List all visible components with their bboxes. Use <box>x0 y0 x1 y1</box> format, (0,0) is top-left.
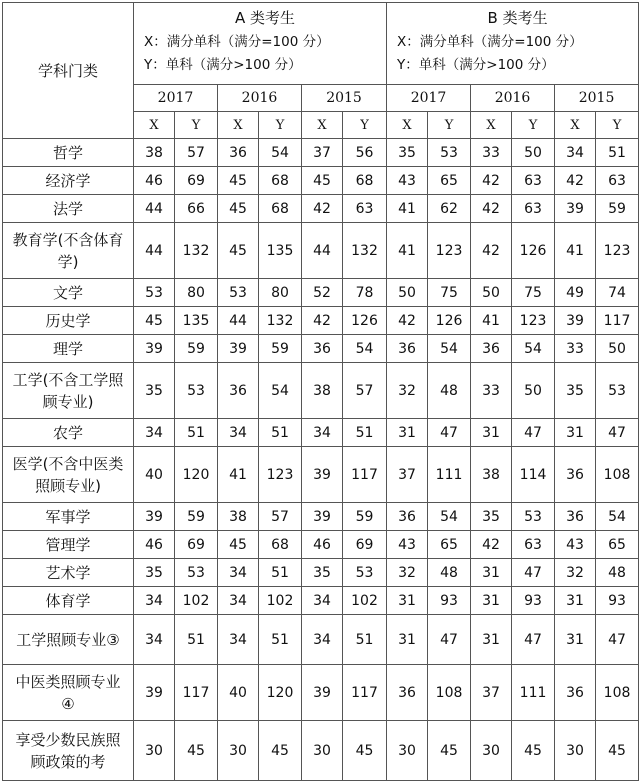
x-score-cell: 46 <box>134 167 175 195</box>
subject-cell: 工学(不含工学照顾专业) <box>3 363 134 419</box>
y-score-cell: 126 <box>512 223 555 279</box>
subject-cell: 农学 <box>3 419 134 447</box>
y-score-cell: 135 <box>175 307 218 335</box>
y-score-cell: 108 <box>596 447 639 503</box>
y-score-cell: 53 <box>175 363 218 419</box>
x-score-cell: 53 <box>218 279 259 307</box>
subject-cell: 经济学 <box>3 167 134 195</box>
y-score-cell: 59 <box>175 335 218 363</box>
y-score-cell: 51 <box>343 615 387 665</box>
x-score-cell: 37 <box>387 447 428 503</box>
y-score-cell: 54 <box>259 139 302 167</box>
y-score-cell: 47 <box>512 615 555 665</box>
subject-cell: 艺术学 <box>3 559 134 587</box>
subject-column-header: 学科门类 <box>3 3 134 139</box>
subject-cell: 教育学(不含体育学) <box>3 223 134 279</box>
y-score-cell: 45 <box>175 721 218 781</box>
x-score-cell: 45 <box>302 167 343 195</box>
year-header: 2015 <box>302 85 387 112</box>
subject-cell: 法学 <box>3 195 134 223</box>
x-score-cell: 34 <box>218 419 259 447</box>
x-score-cell: 39 <box>134 665 175 721</box>
x-score-cell: 31 <box>387 587 428 615</box>
subject-cell: 体育学 <box>3 587 134 615</box>
y-score-cell: 47 <box>596 419 639 447</box>
x-score-cell: 30 <box>555 721 596 781</box>
y-column-header: Y <box>512 112 555 139</box>
x-score-cell: 42 <box>387 307 428 335</box>
table-row <box>3 615 639 665</box>
group-a-title: A 类考生 <box>235 9 296 27</box>
y-score-cell: 123 <box>512 307 555 335</box>
table-body <box>3 139 639 781</box>
subject-cell: 军事学 <box>3 503 134 531</box>
x-score-cell: 32 <box>555 559 596 587</box>
y-score-cell: 50 <box>512 139 555 167</box>
subject-cell: 享受少数民族照顾政策的考 <box>3 721 134 781</box>
x-score-cell: 45 <box>218 531 259 559</box>
y-score-cell: 53 <box>343 559 387 587</box>
x-score-cell: 39 <box>555 195 596 223</box>
x-column-header: X <box>302 112 343 139</box>
x-score-cell: 35 <box>555 363 596 419</box>
x-score-cell: 46 <box>134 531 175 559</box>
x-score-cell: 41 <box>555 223 596 279</box>
y-score-cell: 126 <box>428 307 471 335</box>
x-score-cell: 36 <box>555 447 596 503</box>
y-score-cell: 54 <box>428 335 471 363</box>
x-score-cell: 35 <box>471 503 512 531</box>
y-score-cell: 57 <box>343 363 387 419</box>
table-row <box>3 559 639 587</box>
x-score-cell: 41 <box>387 223 428 279</box>
y-score-cell: 54 <box>343 335 387 363</box>
x-score-cell: 34 <box>134 419 175 447</box>
x-column-header: X <box>471 112 512 139</box>
y-score-cell: 47 <box>512 559 555 587</box>
year-header: 2016 <box>218 85 302 112</box>
y-score-cell: 59 <box>175 503 218 531</box>
x-score-cell: 34 <box>302 587 343 615</box>
y-score-cell: 132 <box>343 223 387 279</box>
x-score-cell: 30 <box>387 721 428 781</box>
x-score-cell: 40 <box>218 665 259 721</box>
x-column-header: X <box>555 112 596 139</box>
x-column-header: X <box>387 112 428 139</box>
y-score-cell: 65 <box>596 531 639 559</box>
y-score-cell: 66 <box>175 195 218 223</box>
y-score-cell: 108 <box>596 665 639 721</box>
x-score-cell: 39 <box>302 447 343 503</box>
y-score-cell: 117 <box>343 665 387 721</box>
y-score-cell: 102 <box>343 587 387 615</box>
y-score-cell: 69 <box>175 167 218 195</box>
table-row <box>3 167 639 195</box>
year-header: 2017 <box>134 85 218 112</box>
x-score-cell: 36 <box>387 503 428 531</box>
y-column-header: Y <box>343 112 387 139</box>
y-score-cell: 45 <box>259 721 302 781</box>
group-b-y-desc: Y：单科（满分>100 分） <box>397 57 555 73</box>
y-score-cell: 51 <box>596 139 639 167</box>
x-score-cell: 42 <box>471 223 512 279</box>
y-score-cell: 47 <box>428 615 471 665</box>
group-a-header <box>134 3 387 85</box>
x-score-cell: 34 <box>134 587 175 615</box>
y-score-cell: 120 <box>175 447 218 503</box>
y-score-cell: 47 <box>428 419 471 447</box>
y-column-header: Y <box>175 112 218 139</box>
x-score-cell: 36 <box>471 335 512 363</box>
x-score-cell: 35 <box>134 559 175 587</box>
x-score-cell: 42 <box>555 167 596 195</box>
y-score-cell: 117 <box>175 665 218 721</box>
x-score-cell: 31 <box>555 419 596 447</box>
x-score-cell: 35 <box>134 363 175 419</box>
group-b-header <box>387 3 639 85</box>
y-score-cell: 123 <box>428 223 471 279</box>
year-header: 2017 <box>387 85 471 112</box>
y-score-cell: 69 <box>343 531 387 559</box>
y-score-cell: 57 <box>175 139 218 167</box>
y-score-cell: 59 <box>596 195 639 223</box>
x-score-cell: 38 <box>302 363 343 419</box>
y-score-cell: 54 <box>596 503 639 531</box>
subject-cell: 工学照顾专业③ <box>3 615 134 665</box>
y-score-cell: 51 <box>343 419 387 447</box>
x-score-cell: 34 <box>302 419 343 447</box>
y-score-cell: 47 <box>512 419 555 447</box>
x-score-cell: 30 <box>218 721 259 781</box>
y-score-cell: 108 <box>428 665 471 721</box>
x-score-cell: 31 <box>471 615 512 665</box>
x-score-cell: 39 <box>218 335 259 363</box>
x-score-cell: 37 <box>302 139 343 167</box>
x-column-header: X <box>134 112 175 139</box>
y-score-cell: 65 <box>428 167 471 195</box>
y-score-cell: 68 <box>259 195 302 223</box>
subject-cell: 历史学 <box>3 307 134 335</box>
y-score-cell: 51 <box>259 559 302 587</box>
x-score-cell: 39 <box>302 503 343 531</box>
x-score-cell: 49 <box>555 279 596 307</box>
table-row <box>3 363 639 419</box>
y-score-cell: 47 <box>596 615 639 665</box>
x-score-cell: 30 <box>134 721 175 781</box>
group-b-x-desc: X：满分单科（满分=100 分） <box>397 34 583 50</box>
y-score-cell: 63 <box>512 195 555 223</box>
y-score-cell: 48 <box>596 559 639 587</box>
x-score-cell: 44 <box>134 223 175 279</box>
year-header: 2016 <box>471 85 555 112</box>
x-score-cell: 38 <box>218 503 259 531</box>
x-score-cell: 36 <box>218 139 259 167</box>
y-score-cell: 51 <box>175 615 218 665</box>
y-score-cell: 59 <box>343 503 387 531</box>
y-score-cell: 45 <box>428 721 471 781</box>
x-score-cell: 46 <box>302 531 343 559</box>
x-score-cell: 36 <box>555 503 596 531</box>
y-score-cell: 120 <box>259 665 302 721</box>
y-score-cell: 93 <box>512 587 555 615</box>
x-score-cell: 36 <box>218 363 259 419</box>
x-score-cell: 37 <box>471 665 512 721</box>
x-score-cell: 31 <box>555 587 596 615</box>
y-score-cell: 54 <box>512 335 555 363</box>
x-score-cell: 42 <box>471 195 512 223</box>
x-score-cell: 36 <box>387 335 428 363</box>
table-row <box>3 503 639 531</box>
x-score-cell: 32 <box>387 559 428 587</box>
x-score-cell: 39 <box>134 503 175 531</box>
x-score-cell: 44 <box>134 195 175 223</box>
x-score-cell: 45 <box>218 223 259 279</box>
y-score-cell: 93 <box>428 587 471 615</box>
x-score-cell: 31 <box>387 419 428 447</box>
y-score-cell: 62 <box>428 195 471 223</box>
table-row <box>3 531 639 559</box>
y-score-cell: 123 <box>259 447 302 503</box>
y-score-cell: 63 <box>512 531 555 559</box>
table-row <box>3 587 639 615</box>
y-score-cell: 63 <box>512 167 555 195</box>
x-score-cell: 31 <box>555 615 596 665</box>
x-score-cell: 41 <box>471 307 512 335</box>
y-score-cell: 54 <box>428 503 471 531</box>
y-score-cell: 68 <box>259 531 302 559</box>
x-score-cell: 31 <box>471 587 512 615</box>
subject-cell: 哲学 <box>3 139 134 167</box>
y-column-header: Y <box>259 112 302 139</box>
y-score-cell: 80 <box>175 279 218 307</box>
y-score-cell: 126 <box>343 307 387 335</box>
x-score-cell: 39 <box>555 307 596 335</box>
y-score-cell: 65 <box>428 531 471 559</box>
x-score-cell: 34 <box>218 559 259 587</box>
table-row <box>3 335 639 363</box>
y-score-cell: 57 <box>259 503 302 531</box>
x-score-cell: 38 <box>471 447 512 503</box>
table-row <box>3 447 639 503</box>
subject-cell: 文学 <box>3 279 134 307</box>
x-score-cell: 42 <box>471 531 512 559</box>
y-score-cell: 45 <box>596 721 639 781</box>
x-score-cell: 32 <box>387 363 428 419</box>
y-score-cell: 102 <box>259 587 302 615</box>
x-score-cell: 42 <box>471 167 512 195</box>
x-score-cell: 43 <box>555 531 596 559</box>
y-score-cell: 59 <box>259 335 302 363</box>
x-score-cell: 38 <box>134 139 175 167</box>
x-score-cell: 42 <box>302 195 343 223</box>
x-column-header: X <box>218 112 259 139</box>
y-score-cell: 51 <box>175 419 218 447</box>
x-score-cell: 30 <box>471 721 512 781</box>
x-score-cell: 34 <box>218 615 259 665</box>
y-score-cell: 132 <box>259 307 302 335</box>
x-score-cell: 33 <box>555 335 596 363</box>
y-score-cell: 69 <box>175 531 218 559</box>
x-score-cell: 35 <box>387 139 428 167</box>
y-score-cell: 45 <box>343 721 387 781</box>
y-score-cell: 123 <box>596 223 639 279</box>
y-score-cell: 48 <box>428 363 471 419</box>
x-score-cell: 45 <box>134 307 175 335</box>
y-score-cell: 53 <box>428 139 471 167</box>
x-score-cell: 39 <box>302 665 343 721</box>
score-table <box>2 2 639 781</box>
y-score-cell: 45 <box>512 721 555 781</box>
y-score-cell: 78 <box>343 279 387 307</box>
group-a-x-desc: X：满分单科（满分=100 分） <box>144 34 330 50</box>
y-score-cell: 50 <box>596 335 639 363</box>
x-score-cell: 41 <box>387 195 428 223</box>
x-score-cell: 31 <box>471 559 512 587</box>
y-score-cell: 114 <box>512 447 555 503</box>
x-score-cell: 35 <box>302 559 343 587</box>
y-score-cell: 54 <box>259 363 302 419</box>
x-score-cell: 50 <box>471 279 512 307</box>
subject-cell: 中医类照顾专业④ <box>3 665 134 721</box>
y-score-cell: 51 <box>259 419 302 447</box>
x-score-cell: 45 <box>218 195 259 223</box>
x-score-cell: 36 <box>555 665 596 721</box>
y-score-cell: 48 <box>428 559 471 587</box>
x-score-cell: 34 <box>302 615 343 665</box>
group-a-y-desc: Y：单科（满分>100 分） <box>144 57 302 73</box>
x-score-cell: 44 <box>302 223 343 279</box>
y-score-cell: 80 <box>259 279 302 307</box>
y-score-cell: 117 <box>596 307 639 335</box>
x-score-cell: 36 <box>387 665 428 721</box>
x-score-cell: 31 <box>387 615 428 665</box>
y-score-cell: 135 <box>259 223 302 279</box>
x-score-cell: 30 <box>302 721 343 781</box>
x-score-cell: 43 <box>387 531 428 559</box>
y-score-cell: 111 <box>512 665 555 721</box>
y-score-cell: 50 <box>512 363 555 419</box>
x-score-cell: 33 <box>471 139 512 167</box>
table-row <box>3 139 639 167</box>
x-score-cell: 34 <box>218 587 259 615</box>
y-score-cell: 63 <box>596 167 639 195</box>
x-score-cell: 36 <box>302 335 343 363</box>
y-score-cell: 63 <box>343 195 387 223</box>
y-score-cell: 132 <box>175 223 218 279</box>
x-score-cell: 43 <box>387 167 428 195</box>
x-score-cell: 39 <box>134 335 175 363</box>
y-score-cell: 74 <box>596 279 639 307</box>
y-score-cell: 68 <box>343 167 387 195</box>
y-score-cell: 68 <box>259 167 302 195</box>
y-column-header: Y <box>428 112 471 139</box>
y-score-cell: 102 <box>175 587 218 615</box>
subject-cell: 理学 <box>3 335 134 363</box>
subject-cell: 医学(不含中医类照顾专业) <box>3 447 134 503</box>
y-score-cell: 56 <box>343 139 387 167</box>
x-score-cell: 40 <box>134 447 175 503</box>
x-score-cell: 45 <box>218 167 259 195</box>
group-b-title: B 类考生 <box>487 9 548 27</box>
table-row <box>3 721 639 781</box>
x-score-cell: 34 <box>555 139 596 167</box>
y-score-cell: 117 <box>343 447 387 503</box>
table-row <box>3 665 639 721</box>
x-score-cell: 41 <box>218 447 259 503</box>
y-score-cell: 75 <box>512 279 555 307</box>
table-row <box>3 419 639 447</box>
y-score-cell: 93 <box>596 587 639 615</box>
year-header: 2015 <box>555 85 639 112</box>
header-row-groups <box>3 3 639 85</box>
y-score-cell: 75 <box>428 279 471 307</box>
x-score-cell: 52 <box>302 279 343 307</box>
x-score-cell: 33 <box>471 363 512 419</box>
x-score-cell: 34 <box>134 615 175 665</box>
x-score-cell: 53 <box>134 279 175 307</box>
y-score-cell: 53 <box>175 559 218 587</box>
y-score-cell: 53 <box>596 363 639 419</box>
subject-cell: 管理学 <box>3 531 134 559</box>
table-row <box>3 223 639 279</box>
y-column-header: Y <box>596 112 639 139</box>
x-score-cell: 44 <box>218 307 259 335</box>
y-score-cell: 53 <box>512 503 555 531</box>
table-row <box>3 307 639 335</box>
x-score-cell: 31 <box>471 419 512 447</box>
table-row <box>3 195 639 223</box>
x-score-cell: 50 <box>387 279 428 307</box>
y-score-cell: 51 <box>259 615 302 665</box>
y-score-cell: 111 <box>428 447 471 503</box>
x-score-cell: 42 <box>302 307 343 335</box>
table-row <box>3 279 639 307</box>
